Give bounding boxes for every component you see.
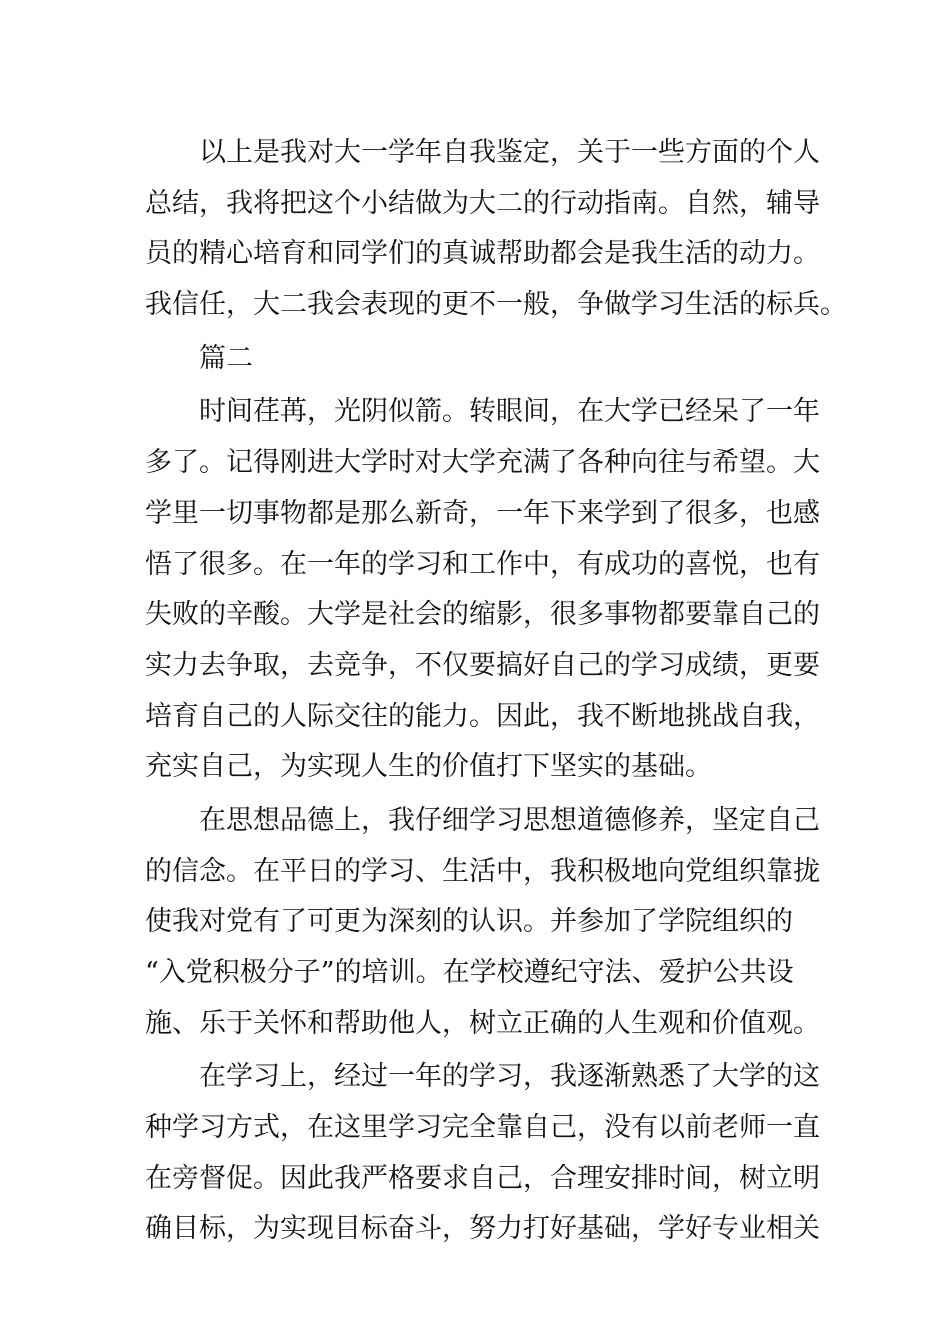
- document-body: [145, 128, 847, 1255]
- paragraph-intro: [145, 387, 820, 793]
- text-line: 的信念。在平日的学习、生活中，我积极地向党组织靠拢: [145, 855, 820, 887]
- text-line: 失败的辛酸。大学是社会的缩影，很多事物都要靠自己的: [145, 599, 820, 631]
- text-line: 种学习方式，在这里学习完全靠自己，没有以前老师一直: [145, 1112, 820, 1144]
- section-title: 篇二: [199, 342, 253, 374]
- text-line: 悟了很多。在一年的学习和工作中，有成功的喜悦，也有: [145, 548, 820, 580]
- text-line: 充实自己，为实现人生的价值打下坚实的基础。: [145, 751, 712, 783]
- text-line: 我信任，大二我会表现的更不一般，争做学习生活的标兵。: [145, 289, 847, 321]
- text-line: 施、乐于关怀和帮助他人，树立正确的人生观和价值观。: [145, 1007, 820, 1039]
- text-line: 在思想品德上，我仔细学习思想道德修养，坚定自己: [199, 804, 820, 836]
- paragraph-self-assessment-closing: [145, 128, 847, 331]
- text-line: 多了。记得刚进大学时对大学充满了各种向往与希望。大: [145, 447, 820, 479]
- paragraph-study: [145, 1052, 820, 1255]
- text-line: 在学习上，经过一年的学习，我逐渐熟悉了大学的这: [199, 1061, 820, 1093]
- text-line: 时间荏苒，光阴似箭。转眼间，在大学已经呆了一年: [199, 396, 820, 428]
- text-line: 培育自己的人际交往的能力。因此，我不断地挑战自我，: [145, 700, 820, 732]
- text-line: 实力去争取，去竞争，不仅要搞好自己的学习成绩，更要: [145, 649, 820, 681]
- text-line: 学里一切事物都是那么新奇，一年下来学到了很多，也感: [145, 497, 820, 529]
- text-line: 员的精心培育和同学们的真诚帮助都会是我生活的动力。: [145, 238, 820, 270]
- section-heading: [145, 334, 810, 385]
- paragraph-ideology-morality: [145, 796, 820, 1049]
- text-line: “入党积极分子”的培训。在学校遵纪守法、爱护公共设: [145, 957, 794, 988]
- text-line: 总结，我将把这个小结做为大二的行动指南。自然，辅导: [145, 187, 820, 219]
- text-line: 使我对党有了可更为深刻的认识。并参加了学院组织的: [145, 906, 793, 938]
- text-line: 以上是我对大一学年自我鉴定，关于一些方面的个人: [199, 137, 820, 168]
- text-line: 在旁督促。因此我严格要求自己，合理安排时间，树立明: [145, 1162, 820, 1194]
- text-line: 确目标，为实现目标奋斗，努力打好基础，学好专业相关: [145, 1213, 820, 1245]
